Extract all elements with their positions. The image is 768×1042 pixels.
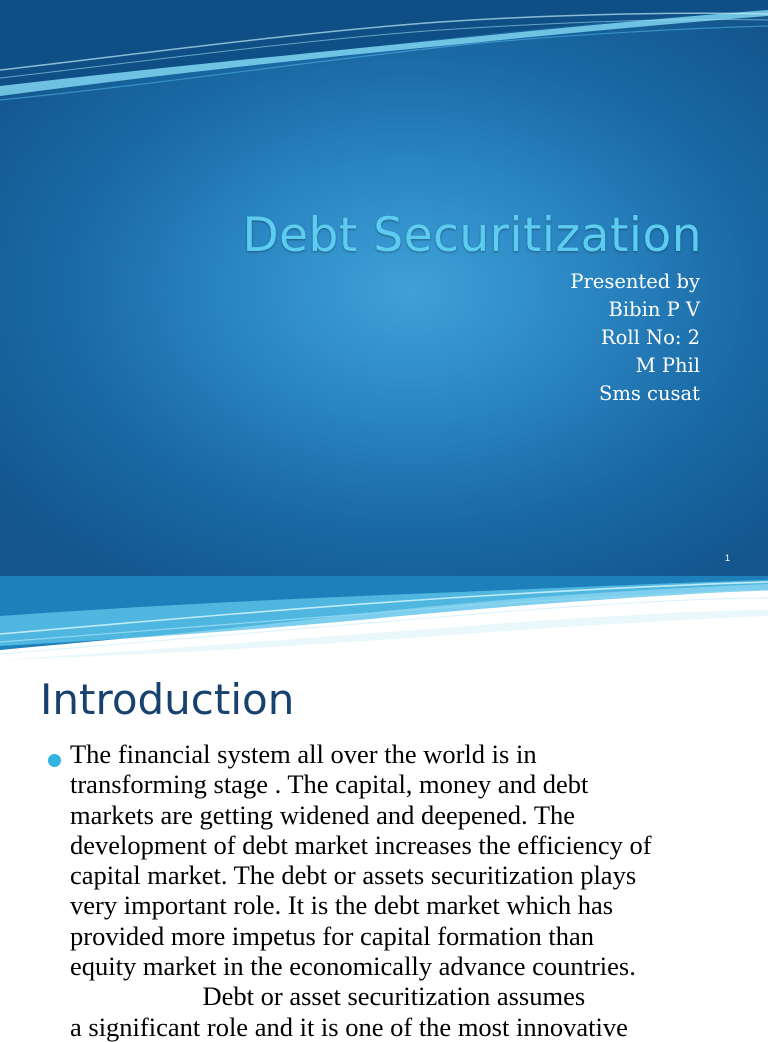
bullet-icon (48, 754, 61, 767)
body-line: Debt or asset securitization assumes (70, 981, 586, 1012)
presenter-info (570, 268, 700, 408)
content-slide (0, 576, 768, 1042)
body-line: markets are getting widened and deepened. The (70, 799, 576, 830)
decorative-wave-top (0, 576, 768, 660)
bullet-text (70, 739, 760, 1042)
presenter-line: M Phil (635, 354, 700, 377)
slide-heading: Introduction (40, 675, 295, 724)
presenter-line: Bibin P V (608, 298, 700, 321)
body-line: a significant role and it is one of the most innovative (70, 1011, 628, 1042)
presenter-line: Roll No: 2 (600, 326, 700, 349)
decorative-wave-top (0, 0, 768, 110)
body-line: very important role. It is the debt market which has (70, 890, 614, 921)
body-line: transforming stage . The capital, money and debt (70, 769, 589, 800)
slide-title: Debt Securitization (242, 208, 702, 263)
presenter-line: Sms cusat (598, 382, 700, 405)
presenter-line: Presented by (570, 270, 700, 293)
body-line: equity market in the economically advance countries. (70, 951, 636, 982)
slide-number: 1 (724, 553, 730, 563)
body-line: provided more impetus for capital formation than (70, 920, 594, 951)
body-line: The financial system all over the world is in (70, 739, 537, 769)
body-line: capital market. The debt or assets securitization plays (70, 860, 637, 891)
body-line: development of debt market increases the efficiency of (70, 829, 652, 860)
